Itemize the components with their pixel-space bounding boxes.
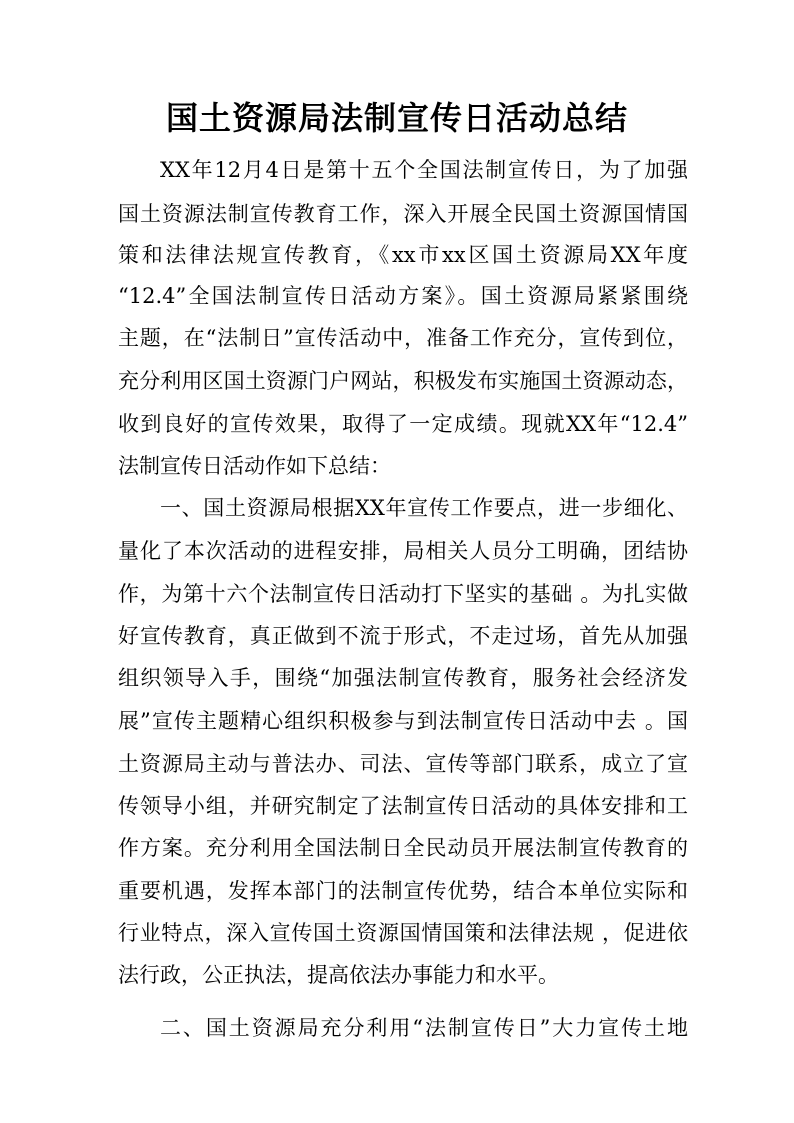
paragraph-line: XX年12月4日是第十五个全国法制宣传日，为了加强 (160, 158, 688, 182)
paragraph-line: 二、国土资源局充分利用“法制宣传日”大力宣传土地 (160, 1016, 688, 1040)
paragraph-line: 国土资源法制宣传教育工作，深入开展全民国土资源国情国 (118, 202, 688, 226)
paragraph-line: “12.4”全国法制宣传日活动方案》。国土资源局紧紧围绕 (118, 284, 688, 308)
paragraph-line: 策和法律法规宣传教育，《xx市xx区国土资源局XX年度 (118, 243, 688, 267)
paragraph-line: 作方案。充分利用全国法制日全民动员开展法制宣传教育的 (118, 836, 688, 860)
paragraph-line: 主题，在“法制日”宣传活动中，准备工作充分，宣传到位， (118, 326, 688, 350)
paragraph-line: 一、国土资源局根据XX年宣传工作要点，进一步细化、 (160, 496, 688, 520)
paragraph-line: 组织领导入手，围绕“加强法制宣传教育，服务社会经济发 (118, 666, 688, 690)
paragraph-line: 行业特点，深入宣传国土资源国情国策和法律法规 ，促进依 (118, 921, 688, 945)
paragraph-line: 量化了本次活动的进程安排，局相关人员分工明确，团结协 (118, 539, 688, 563)
paragraph-line: 好宣传教育，真正做到不流于形式，不走过场，首先从加强 (118, 624, 688, 648)
paragraph-line: 展”宣传主题精心组织积极参与到法制宣传日活动中去 。国 (118, 709, 688, 733)
paragraph-line: 土资源局主动与普法办、司法、宣传等部门联系，成立了宣 (118, 752, 688, 776)
document-title: 国土资源局法制宣传日活动总结 (165, 99, 628, 137)
paragraph-line: 充分利用区国土资源门户网站，积极发布实施国土资源动态， (118, 369, 688, 393)
paragraph-line: 作，为第十六个法制宣传日活动打下坚实的基础 。为扎实做 (118, 582, 688, 606)
paragraph-line: 收到良好的宣传效果，取得了一定成绩。现就XX年“12.4” (118, 412, 688, 436)
paragraph-line: 传领导小组，并研究制定了法制宣传日活动的具体安排和工 (118, 794, 688, 818)
paragraph-line: 法行政，公正执法，提高依法办事能力和水平。 (118, 963, 559, 987)
paragraph-line: 重要机遇，发挥本部门的法制宣传优势，结合本单位实际和 (118, 879, 688, 903)
paragraph-line: 法制宣传日活动作如下总结： (118, 454, 391, 478)
